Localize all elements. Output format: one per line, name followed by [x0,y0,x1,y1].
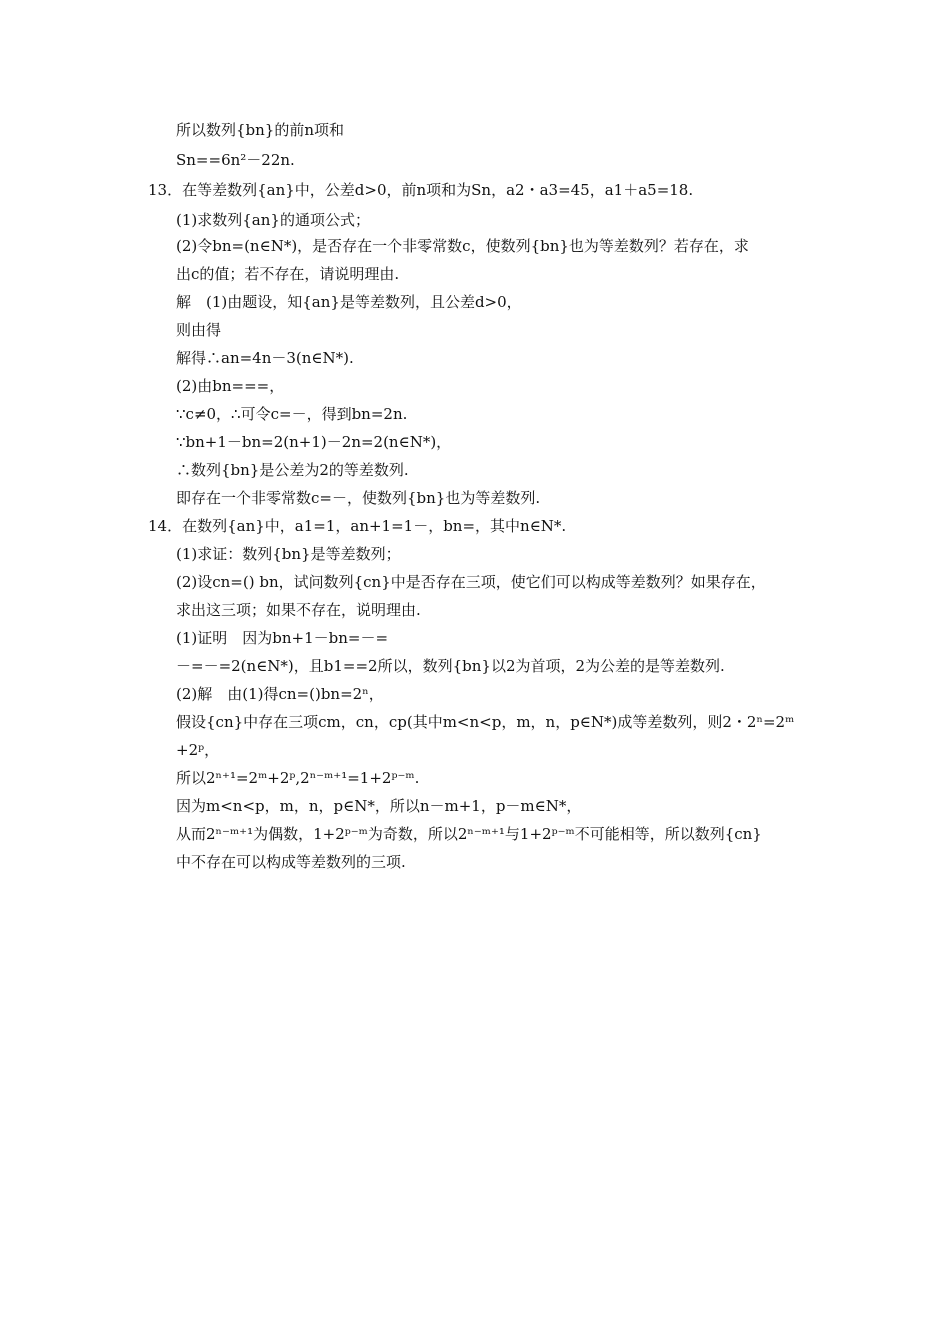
text-line: (1)证明 因为bn+1－bn=－= [176,629,389,647]
text-line: 则由得 [176,321,222,339]
text-line: Sn==6n²－22n. [176,151,295,169]
text-line: 从而2ⁿ⁻ᵐ⁺¹为偶数，1+2ᵖ⁻ᵐ为奇数，所以2ⁿ⁻ᵐ⁺¹与1+2ᵖ⁻ᵐ不可能相等，所以数列{cn} [176,825,762,843]
text-line: 假设{cn}中存在三项cm，cn，cp(其中m<n<p，m，n，p∈N*)成等差数列，则2・2ⁿ=2ᵐ [176,713,795,731]
text-line: (2)设cn=() bn，试问数列{cn}中是否存在三项，使它们可以构成等差数列？如果存在， [176,573,766,591]
text-line: ∵c≠0，∴可令c=－，得到bn=2n. [176,405,408,423]
text-line: 因为m<n<p，m，n，p∈N*，所以n－m+1，p－m∈N*， [176,797,582,815]
text-line: (1)求证：数列{bn}是等差数列； [176,545,401,563]
text-line: 求出这三项；如果不存在，说明理由. [176,601,421,619]
text-line: 中不存在可以构成等差数列的三项. [176,853,406,871]
problem-14-statement: 14．在数列{an}中，a1=1，an+1=1－，bn=，其中n∈N*. [148,517,567,535]
problem-13-statement: 13．在等差数列{an}中，公差d>0，前n项和为Sn，a2・a3=45，a1＋a5=18. [148,181,694,199]
text-line: (1)求数列{an}的通项公式； [176,211,370,229]
text-line: (2)由bn===， [176,377,285,395]
text-line: (2)解 由(1)得cn=()bn=2ⁿ， [176,685,384,703]
text-line: 即存在一个非零常数c=－，使数列{bn}也为等差数列. [176,489,541,507]
text-line: 所以数列{bn}的前n项和 [176,121,345,139]
text-line: 所以2ⁿ⁺¹=2ᵐ+2ᵖ,2ⁿ⁻ᵐ⁺¹=1+2ᵖ⁻ᵐ. [176,769,420,787]
text-line: +2ᵖ， [176,741,220,759]
text-line: ∴数列{bn}是公差为2的等差数列. [176,461,409,479]
text-line: ∵bn+1－bn=2(n+1)－2n=2(n∈N*)， [176,433,452,451]
text-line: 解得∴an=4n－3(n∈N*). [176,349,354,367]
text-line: (2)令bn=(n∈N*)，是否存在一个非零常数c，使数列{bn}也为等差数列？若存在，求 [176,237,749,255]
text-line: 出c的值；若不存在，请说明理由. [176,265,400,283]
text-line: 解 (1)由题设，知{an}是等差数列，且公差d>0， [176,293,522,311]
text-line: －=－=2(n∈N*)，且b1==2所以，数列{bn}以2为首项，2为公差的是等差数列. [176,657,725,675]
